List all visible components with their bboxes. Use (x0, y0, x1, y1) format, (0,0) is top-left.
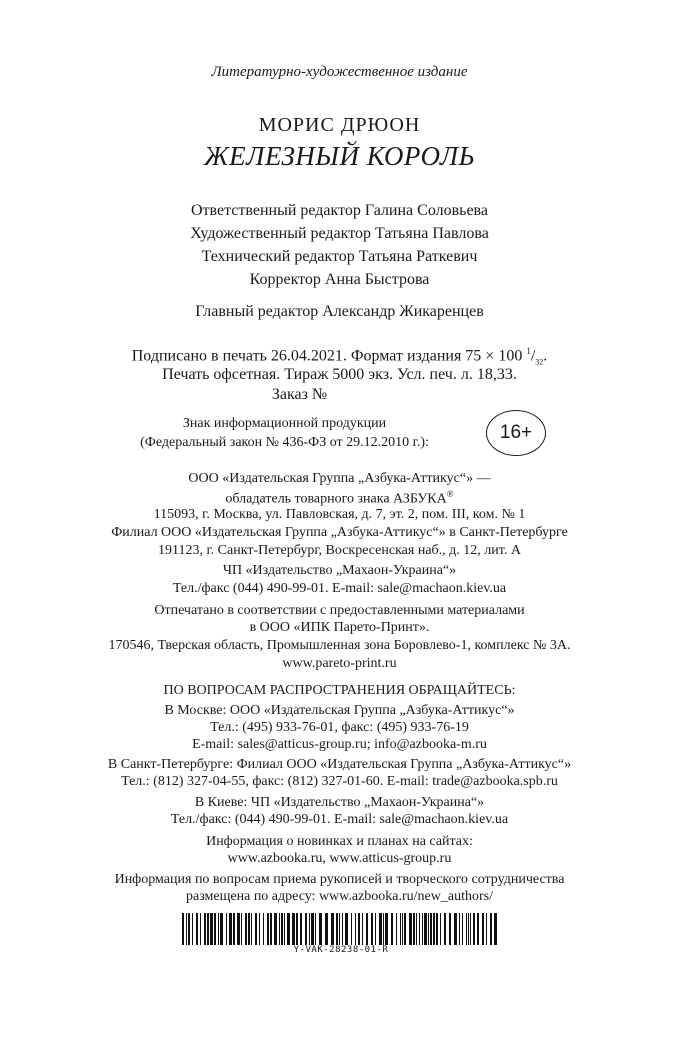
branch-address: 191123, г. Санкт-Петербург, Воскресенская наб., д. 12, лит. А (158, 543, 521, 558)
edition-type: Литературно-художественное издание (211, 64, 468, 80)
barcode-icon (182, 913, 500, 945)
distribution-kiev: Тел./факс: (044) 490-99-01. E-mail: sale@machaon.kiev.ua (170, 812, 509, 827)
printer-line: в ООО «ИПК Парето-Принт». (249, 620, 430, 635)
manuscripts-info: Информация по вопросам приема рукописей и творческого сотрудничества (114, 872, 565, 887)
branch-name: Филиал ООО «Издательская Группа „Азбука-Аттикус“» в Санкт-Петербурге (111, 525, 568, 540)
printer-line: Отпечатано в соответствии с предоставленными материалами (154, 603, 525, 618)
print-signed-text: Подписано в печать 26.04.2021. Формат издания 75 × 100 (131, 347, 527, 365)
ukraine-name: ЧП «Издательство „Махаон-Украина“» (222, 563, 457, 578)
publisher-address: 115093, г. Москва, ул. Павловская, д. 7, эт. 2, пом. III, ком. № 1 (153, 507, 526, 522)
editor-line: Корректор Анна Быстрова (249, 271, 430, 288)
publisher-trademark (0, 489, 679, 508)
editor-line: Технический редактор Татьяна Раткевич (201, 248, 478, 265)
sites-info: Информация о новинках и планах на сайтах: (206, 834, 473, 849)
registered-mark: ® (446, 489, 454, 499)
format-fraction-num: 1 (526, 346, 531, 356)
age-rating-badge: 16+ (486, 410, 546, 456)
editor-line: Ответственный редактор Галина Соловьева (190, 202, 488, 219)
distribution-moscow: Тел.: (495) 933-76-01, факс: (495) 933-76-19 (210, 720, 469, 735)
book-title: ЖЕЛЕЗНЫЙ КОРОЛЬ (203, 141, 476, 171)
sites-list: www.azbooka.ru, www.atticus-group.ru (227, 851, 452, 866)
distribution-moscow: В Москве: ООО «Издательская Группа „Азбука-Аттикус“» (164, 703, 515, 718)
author-name: МОРИС ДРЮОН (258, 114, 421, 136)
distribution-kiev: В Киеве: ЧП «Издательство „Махаон-Украина“» (194, 795, 485, 810)
manuscripts-address: размещена по адресу: www.azbooka.ru/new_authors/ (186, 889, 493, 904)
print-run-line: Печать офсетная. Тираж 5000 экз. Усл. печ. л. 18,33. (162, 366, 517, 383)
distribution-moscow: E-mail: sales@atticus-group.ru; info@azbooka-m.ru (192, 737, 487, 752)
age-info-line: Знак информационной продукции (182, 416, 387, 431)
distribution-spb: В Санкт-Петербурге: Филиал ООО «Издательская Группа „Азбука-Аттикус“» (107, 757, 572, 772)
trademark-text: обладатель товарного знака АЗБУКА (225, 491, 447, 507)
printer-website: www.pareto-print.ru (282, 656, 397, 671)
editor-line: Художественный редактор Татьяна Павлова (190, 225, 489, 242)
age-info-law: (Федеральный закон № 436-ФЗ от 29.12.2010 г.): (140, 435, 429, 450)
chief-editor: Главный редактор Александр Жикаренцев (195, 303, 484, 320)
distribution-spb: Тел.: (812) 327-04-55, факс: (812) 327-01-60. E-mail: trade@azbooka.spb.ru (121, 774, 558, 789)
printer-address: 170546, Тверская область, Промышленная зона Боровлево-1, комплекс № 3А. (108, 638, 571, 653)
format-fraction-den: 32 (535, 357, 544, 367)
print-signed-line: Подписано в печать 26.04.2021. Формат издания 75 × 100 $^1/_{32}$. (131, 346, 548, 367)
publisher-name: ООО «Издательская Группа „Азбука-Аттикус“» — (188, 471, 491, 486)
barcode-text: Y-VAK-28238-01-R (293, 945, 389, 955)
order-number: Заказ № (271, 386, 328, 403)
distribution-heading: ПО ВОПРОСАМ РАСПРОСТРАНЕНИЯ ОБРАЩАЙТЕСЬ: (163, 683, 516, 698)
ukraine-contacts: Тел./факс (044) 490-99-01. E-mail: sale@machaon.kiev.ua (172, 581, 507, 596)
